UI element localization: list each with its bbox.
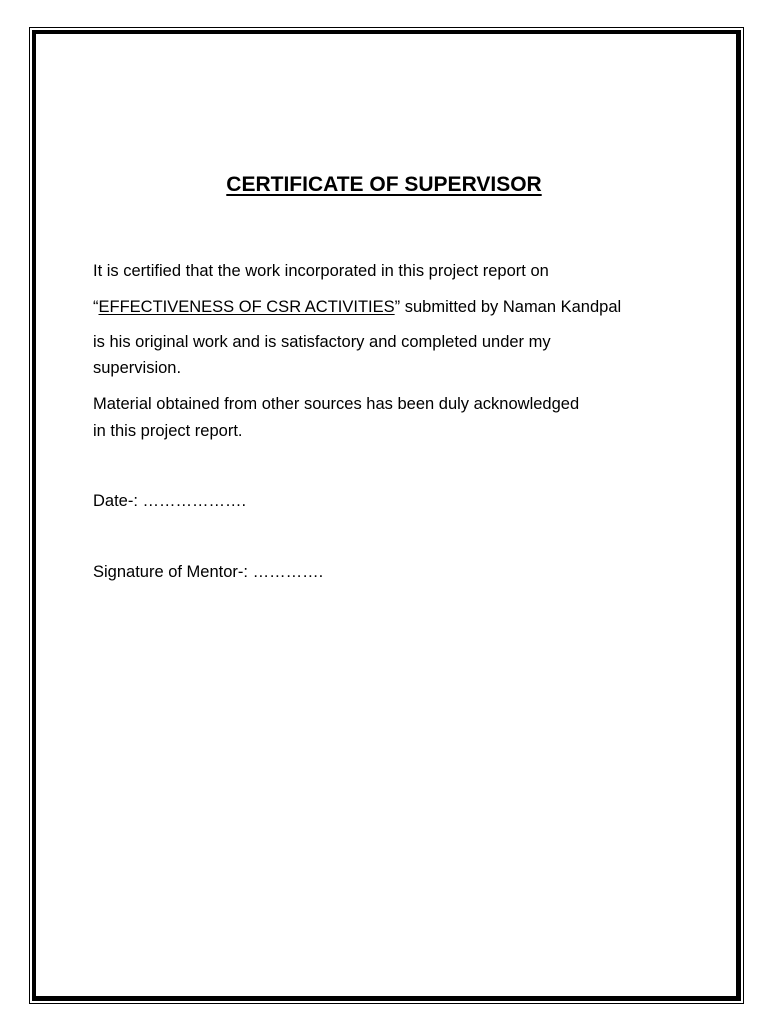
certificate-title: CERTIFICATE OF SUPERVISOR (226, 173, 542, 196)
certification-line-3: is his original work and is satisfactory and completed under my (93, 333, 551, 351)
mentor-signature-line: Signature of Mentor-: …………. (93, 563, 324, 581)
project-title: EFFECTIVENESS OF CSR ACTIVITIES (98, 298, 395, 316)
acknowledgement-line-2: in this project report. (93, 422, 243, 440)
submitted-by-text: ” submitted by Naman Kandpal (394, 298, 622, 316)
certification-line-1: It is certified that the work incorporated in this project report on (93, 262, 549, 280)
certification-line-2 (93, 294, 693, 320)
open-quote: “ (93, 298, 99, 316)
acknowledgement-line-1: Material obtained from other sources has been duly acknowledged (93, 395, 580, 413)
date-line: Date-: ………………. (93, 492, 247, 510)
certification-line-4: supervision. (93, 359, 182, 377)
